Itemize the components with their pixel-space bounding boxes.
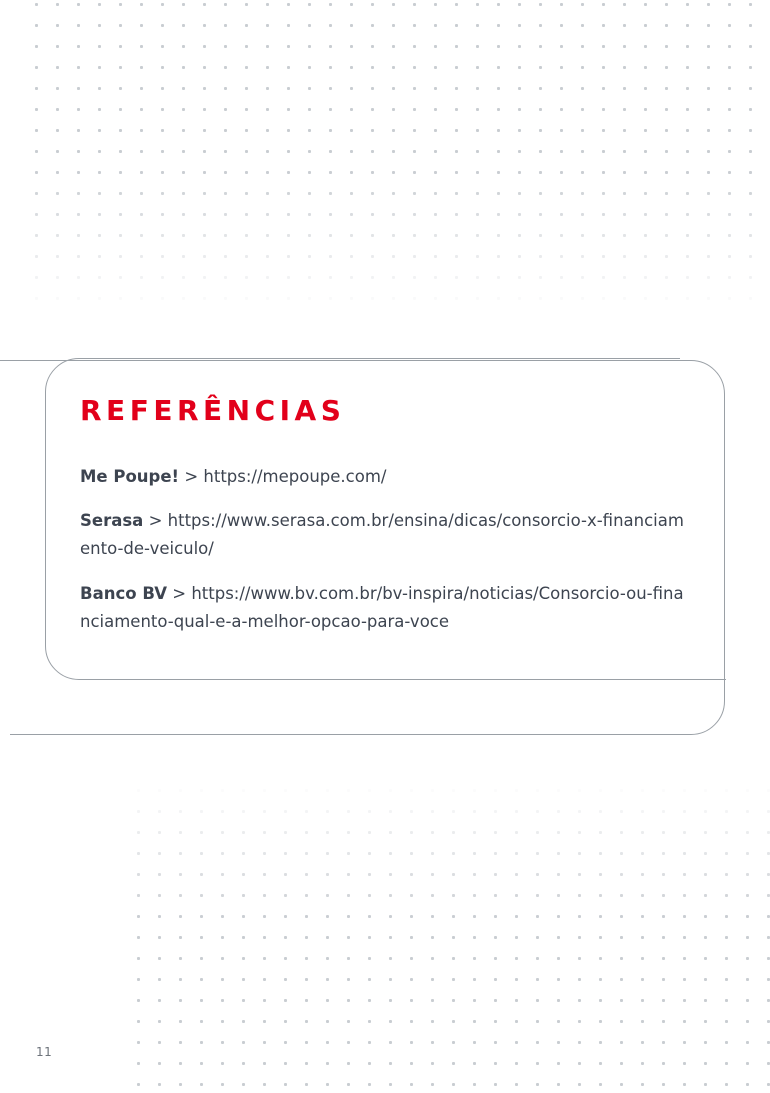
reference-source: Me Poupe! xyxy=(80,466,180,486)
dot-pattern-top xyxy=(26,0,770,314)
reference-url[interactable]: https://www.serasa.com.br/ensina/dicas/consorcio-x-financiamento-de-veiculo/ xyxy=(80,511,684,559)
reference-separator: > xyxy=(184,466,199,486)
reference-item xyxy=(80,463,692,491)
reference-source: Banco BV xyxy=(80,583,167,603)
page-title: REFERÊNCIAS xyxy=(80,394,346,427)
reference-source: Serasa xyxy=(80,511,144,531)
dot-pattern-bottom xyxy=(128,780,770,1093)
page-number: 11 xyxy=(36,1045,53,1059)
references-section xyxy=(80,396,692,648)
reference-separator: > xyxy=(172,583,187,603)
reference-url[interactable]: https://mepoupe.com/ xyxy=(203,466,387,486)
reference-separator: > xyxy=(148,511,163,531)
reference-item xyxy=(80,580,692,636)
reference-url[interactable]: https://www.bv.com.br/bv-inspira/noticias/Consorcio-ou-financiamento-qual-e-a-melhor-opcao-para-voce xyxy=(80,583,684,631)
frame-mask-left xyxy=(0,690,10,750)
reference-item xyxy=(80,507,692,563)
frame-mask-right xyxy=(726,340,770,740)
